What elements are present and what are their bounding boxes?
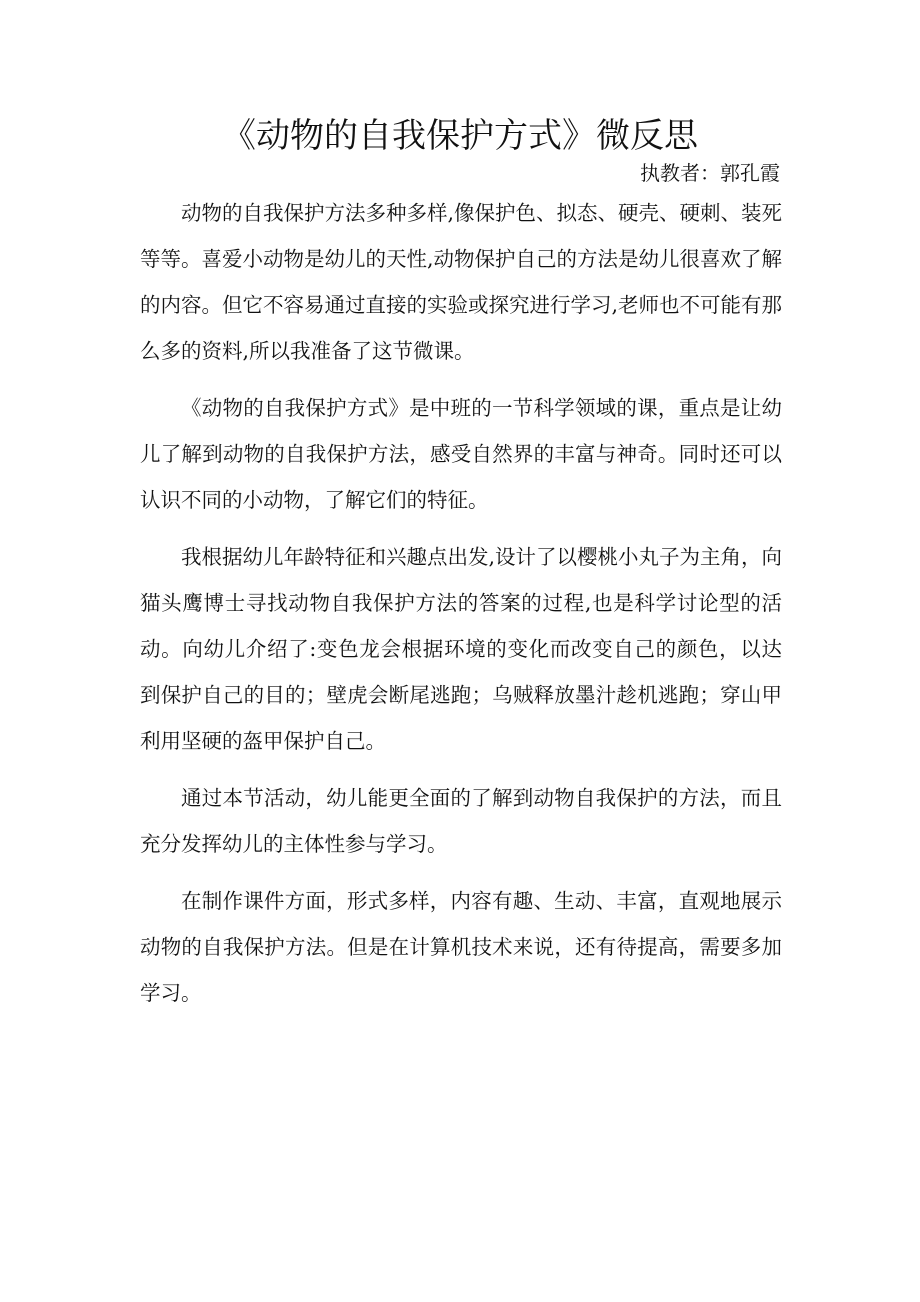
paragraph-2: 《动物的自我保护方式》是中班的一节科学领域的课，重点是让幼儿了解到动物的自我保护方法，感受自然界的丰富与神奇。同时还可以认识不同的小动物，了解它们的特征。 bbox=[140, 396, 782, 512]
page-title: 《动物的自我保护方式》微反思 bbox=[222, 116, 698, 156]
paragraph-5: 在制作课件方面，形式多样，内容有趣、生动、丰富，直观地展示动物的自我保护方法。但是在计算机技术来说，还有待提高，需要多加学习。 bbox=[140, 889, 782, 1005]
document-body bbox=[140, 190, 782, 1027]
paragraph-3: 我根据幼儿年龄特征和兴趣点出发,设计了以樱桃小丸子为主角，向猫头鹰博士寻找动物自我保护方法的答案的过程,也是科学讨论型的活动。向幼儿介绍了:变色龙会根据环境的变化而改变自己的颜色，以达到保护自己的目的；壁虎会断尾逃跑；乌贼释放墨汁趁机逃跑；穿山甲利用坚硬的盔甲保护自己。 bbox=[140, 545, 783, 753]
paragraph-4: 通过本节活动，幼儿能更全面的了解到动物自我保护的方法，而且充分发挥幼儿的主体性参与学习。 bbox=[140, 786, 782, 856]
paragraph-1: 动物的自我保护方法多种多样,像保护色、拟态、硬壳、硬刺、装死等等。喜爱小动物是幼儿的天性,动物保护自己的方法是幼儿很喜欢了解的内容。但它不容易通过直接的实验或探究进行学习,老师也不可能有那么多的资料,所以我准备了这节微课。 bbox=[140, 201, 783, 363]
author-line: 执教者：郭孔霞 bbox=[640, 161, 780, 185]
